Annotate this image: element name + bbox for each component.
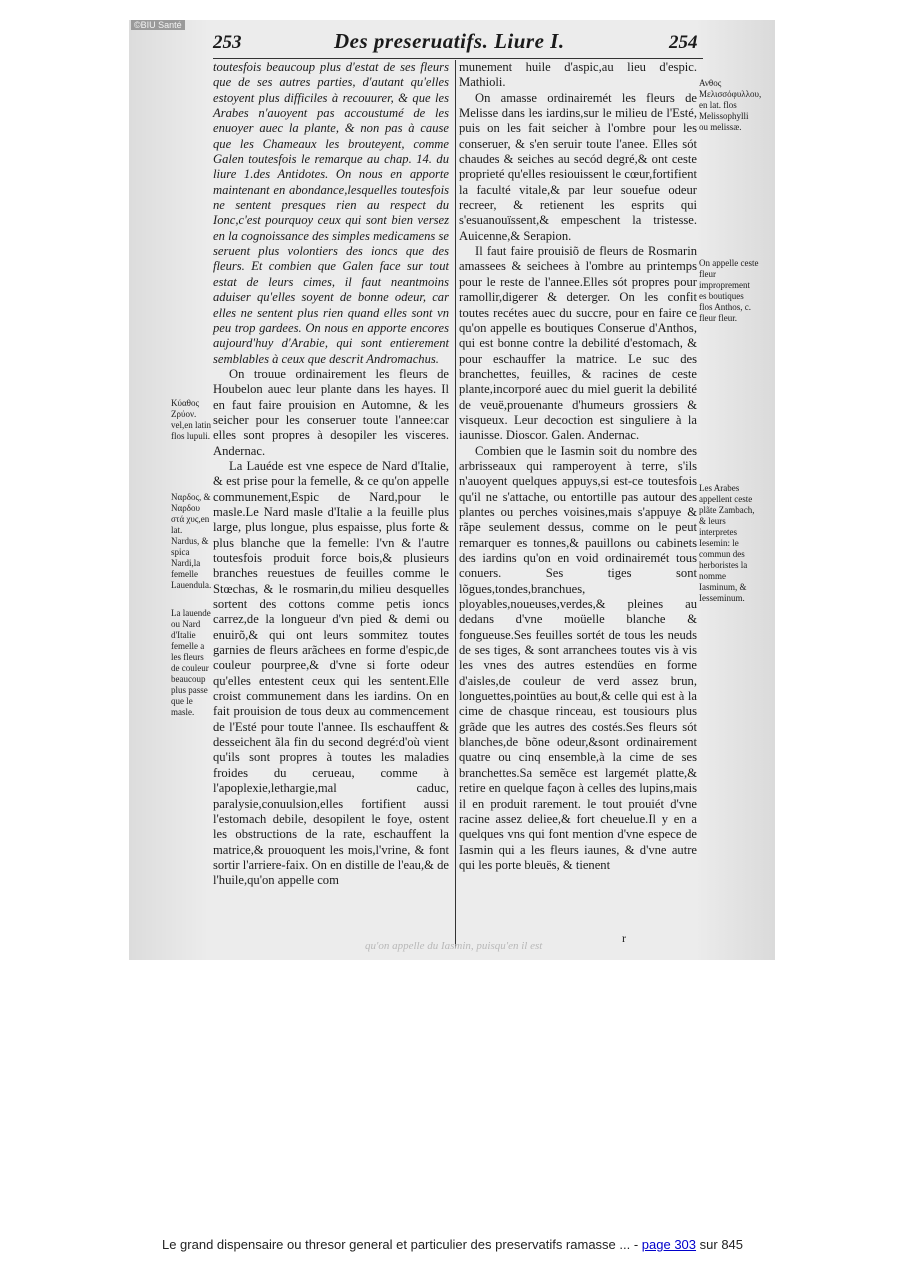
page-caption — [0, 1237, 905, 1252]
page-link[interactable]: page 303 — [641, 1237, 697, 1252]
paragraph-melisse: On amasse ordinairemét les fleurs de Melisse dans les iardins,sur le milieu de l'Esté, puis on les fait seicher à l'ombre pour les conseruer, & s'en seruir toute l'anee. Elles sót chaudes & seiches au secód degré,& ont ceste proprieté qu'elles resiouissent le cœur,fortifient la faculté vitale,& par leur souefue odeur recreer, & retienent les esprits qui s'esuanouïssent,& empeschent la tristesse. Auicenne,& Serapion. — [459, 90, 697, 243]
right-column — [459, 60, 697, 873]
caption-separator: - — [630, 1237, 642, 1252]
scan-shade-left — [129, 20, 212, 960]
margin-note-anthos: On appelle ceste fleur improprement es boutiques flos Anthos, c. fleur fleur. — [699, 258, 759, 323]
left-column — [213, 60, 449, 889]
margin-note-melisse: Ανθος Μελισσόφυλλου, en lat. flos Melissophylli ou melissæ. — [699, 78, 762, 132]
margin-note-lavande-greek: Ναρδος, & Ναρδου στά χυς,en lat. Nardus, & spica Nardi,la femelle Lauendula. — [171, 492, 212, 590]
margin-note-houblon: Κύαθος Ζρύον. vel,en latin flos lupuli. — [171, 398, 211, 441]
paragraph-jasmin: Combien que le Iasmin soit du nombre des arbrisseaux qui ramperoyent à terre, s'ils n'auoyent quelques appuys,si est-ce toutesfois qu'il ne s'attache, ou entortille pas autour des plantes ou perches voisines,mais s'appuye & rãpe seulement dessus, comme on le peut remarquer es tonnes,& pauillons ou cabinets des iardins qu'on en void ordinairemét tous conuers. Ses tiges sont lõgues,tondes,branchues, ployables,noueuses,verdes,& pleines au dedans d'vne moüelle blanche & fongueuse.Ses feuilles sortét de tous les neuds de ses tiges, & sont arranchees toutes vis à vis les vnes des autres estendües en forme d'aisles,de couleur de verd assez brun, longuettes,pointües au bout,& celle qui est à la cime de chasque rinceau, est tousiours plus grãde que les autres des costés.Ses fleurs sót blanches,de bõne odeur,&sont ordinairement quatre ou cinq ensemble,à la cime de ses branchettes.Sa semẽce est largemét platte,& retire en quelque façon à celles des lupins,mais il en produit rarement. le tout prouiét d'vne racine assez deliee,& fort cheuelue.Il y en a quelques vns qui font mention d'vne espece de Iasmin qui a les fleurs iaunes, & d'vne autre qui les porte bleuës, & tienent — [459, 443, 697, 872]
copyright-label: ©BIU Santé — [131, 20, 185, 30]
column-divider — [455, 60, 456, 948]
book-scan — [129, 20, 775, 960]
paragraph-lavande: La Lauéde est vne espece de Nard d'Italie, & est prise pour la femelle, & ce qu'on appelle communement,Espic de Nard,pour le masle.Le Nard masle d'Italie a la feuille plus large, plus longue, plus espaisse, plus forte & plus blanche que la femelle: l'vn & l'autre toutesfois produit force bois,& plusieurs branches reuestues de feuilles comme le Stœchas, & le rosmarin,du milieu desquelles sortent des cottons comme petis ioncs carrez,de la longueur d'vn pied & demi ou enuirõ,& qui ont leurs sommitez toutes garnies de fleurs arãchees en forme d'espic,de couleur pourpree,& d'vne si forte odeur qu'elles entestent ceux qui les sentent.Elle croist communement dans les iardins. On en fait prouision de tous deux au commencement de l'Esté pour toute l'annee. Ils eschauffent & desseichent ãla fin du second degré:d'où vient qu'ils sont propres à toutes les maladies froides du cerueau, comme à l'apoplexie,lethargie,mal caduc, paralysie,conuulsion,elles fortifient aussi l'estomach debile, desopilent le foye, ostent les obstructions de la rate, eschauffent la matrice,& prouoquent les mois,l'vrine, & font sortir l'arriere-faix. On en distille de l'eau,& de l'huile,qu'on appelle com — [213, 458, 449, 888]
margin-note-lavande: La lauende ou Nard d'Italie femelle a les fleurs de couleur beaucoup plus passe que le masle. — [171, 608, 211, 717]
page-number-left: 253 — [213, 32, 242, 53]
paragraph-nard-flowers: toutesfois beaucoup plus d'estat de ses fleurs que de ses autres parties, d'autant qu'elles estoyent plus difficiles à recouurer, & que les Arabes n'auoyent pas accoustumé de les enuoyer auec la plante, & non pas à cause que les Chameaux les brouteyent, comme Galen toutesfois le remarque au chap. 14. du liure 1.des Antidotes. On nous en apporte maintenant en abondance,lesquelles toutesfois ne sentent presques rien au respect du Ionc,c'est pourquoy ceux qui sont bien versez en la cognoissance des simples medicamens se seruent plus volontiers des ioncs que des fleurs. Et combien que Galen face sur tout estat de leurs cimes, il faut neantmoins aduiser qu'elles soyent de bonne odeur, car elles ne sentent plus rien quand elles sont vn peu trop gardees. On nous en apporte encores aujourd'huy d'Arabie, qui sont entierement semblables à ceux que descrit Andromachus. — [213, 60, 449, 366]
header-rule — [213, 58, 703, 59]
page-number-right: 254 — [669, 32, 698, 53]
margin-note-jasmin: Les Arabes appellent ceste plãte Zambach, & leurs interpretes Iesemin: le commun des herboristes la nomme Iasminum, & Iesseminum. — [699, 483, 755, 603]
paragraph-romarin: Il faut faire prouisiõ de fleurs de Rosmarin amassees & seichees à l'ombre au printemps pour le reste de l'annee.Elles sót propres pour ramollir,digerer & deterger. On les confit toutes recétes auec du succre, pour en faire ce qu'on appelle es boutiques Conserue d'Anthos, qui est bonne contre la debilité d'estomach, & pour eschauffer la matrice. Le suc des branchettes, feuilles, & racines de ceste plante,incorporé auec du miel guerit la debilité de veuë,prouenante d'humeurs grossiers & visqueux. Leur decoction est singuliere à la iaunisse. Dioscor. Galen. Andernac. — [459, 244, 697, 443]
caption-suffix: sur 845 — [696, 1237, 744, 1252]
bleed-through-text: qu'on appelle du Iasmin, puisqu'en il est — [365, 940, 543, 952]
caption-title: Le grand dispensaire ou thresor general et particulier des preservatifs ramasse ... — [161, 1237, 631, 1252]
paragraph-mathioli: munement huile d'aspic,au lieu d'espic. Mathioli. — [459, 60, 697, 90]
running-title: Des preseruatifs. Liure I. — [334, 29, 565, 53]
paragraph-houblon: On trouue ordinairement les fleurs de Houbelon auec leur plante dans les hayes. Il en faut faire prouision en Automne, & les seicher pour les conseruer toute l'annee:car elles sont propres à desopiler les visceres. Andernac. — [213, 366, 449, 458]
signature-mark: r — [622, 931, 626, 945]
